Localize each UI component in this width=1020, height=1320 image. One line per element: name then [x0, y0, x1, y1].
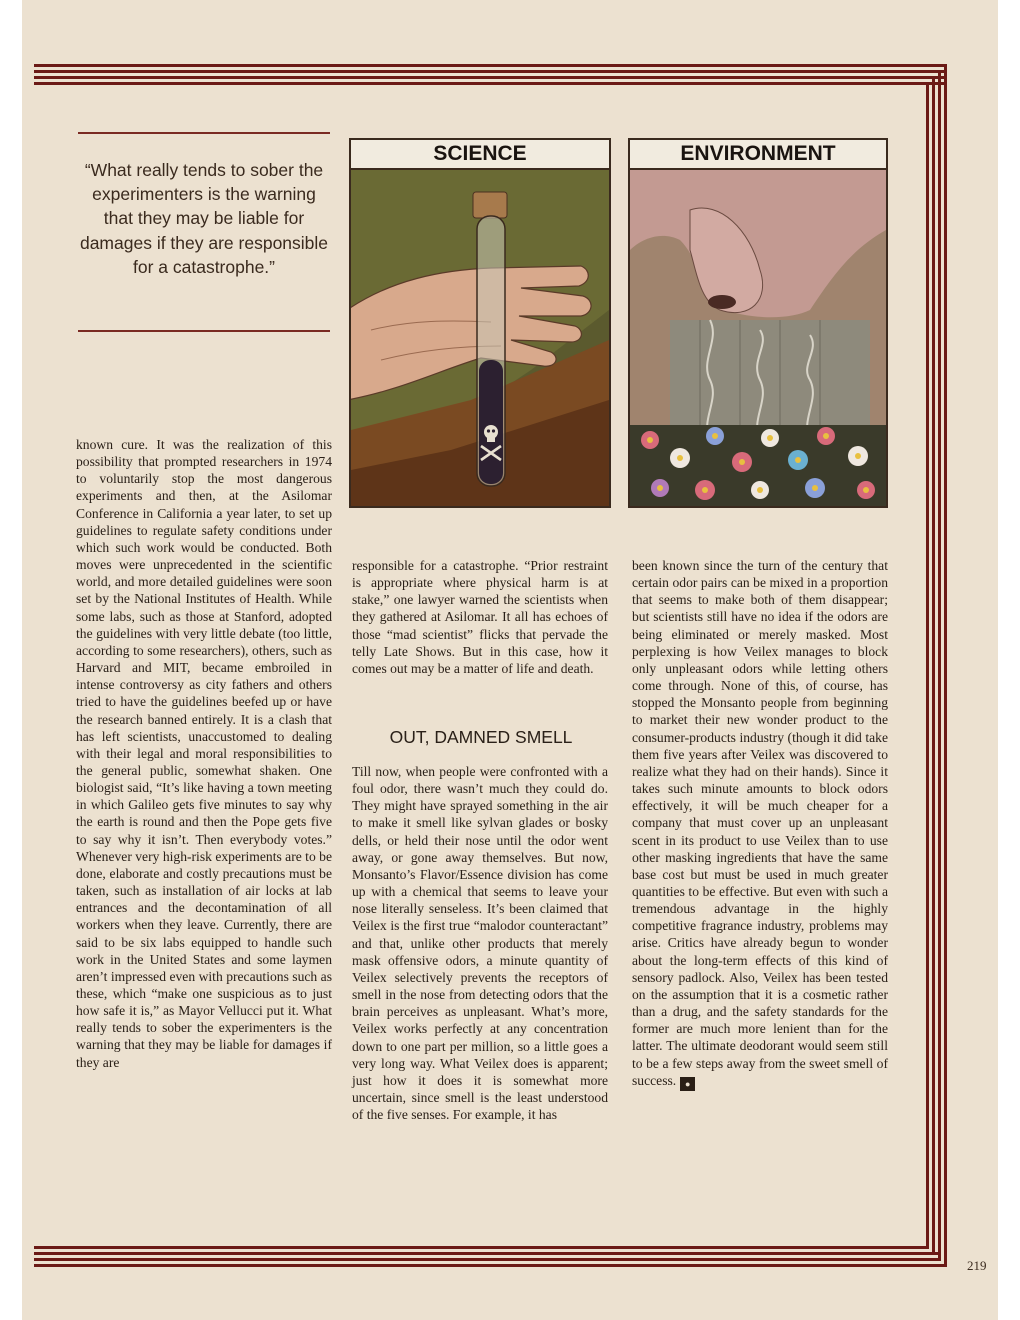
article-column-1 [76, 436, 332, 1071]
test-tube-illustration [351, 170, 609, 506]
science-label: SCIENCE [351, 140, 609, 170]
science-panel [349, 138, 611, 508]
pull-quote: “What really tends to sober the experimenters is the warning that they may be liable for damages if they are responsible for a catastrophe.” [79, 160, 329, 277]
bunny-end-mark-icon: ● [680, 1077, 695, 1091]
section-subhead: OUT, DAMNED SMELL [389, 727, 573, 747]
column-3-text: been known since the turn of the century that certain odor pairs can be mixed in a proportion that seems to make both of them disappear; but scientists still have no idea if the odors are being eliminated or merely masked. Most perplexing is how Veilex manages to block only unpleasant odors while letting others come through. None of this, of course, has stopped the Monsanto people from beginning to market their new wonder product to the consumer-products industry (though it did take them five years after Veilex was discovered to realize what they had on their hands). Since it takes such minute amounts to block odors effectively, it will be much cheaper for a company that must cover up an unpleasant scent in its product to use Veilex than to use other masking ingredients that have the same base cost but must be used in much greater quantities to be effective. But even with such a tremendous advantage in the highly competitive fragrance industry, problems may arise. Critics have already begun to wonder about the long-term effects of this kind of sensory padlock. Also, Veilex has been tested on the assumption that it is a cosmetic rather than a drug, and the safety standards for the former are much more lenient than for the latter. The ultimate deodorant would seem still to be a few steps away from the sweet smell of success. [632, 558, 888, 1088]
environment-panel [628, 138, 888, 508]
column-2-paragraph-1: responsible for a catastrophe. “Prior restraint is appropriate where physical harm is at stake,” one lawyer warned the scientists when they gathered at Asilomar. It all has echoes of those “mad scientist” flicks that pervade the telly Late Shows. But in this case, how it comes out may be a matter of life and death. [352, 558, 608, 676]
column-2-paragraph-2: Till now, when people were confronted with a foul odor, there wasn’t much they could do. They might have sprayed something in the air to make it smell like sylvan glades or bosky dells, or held their nose until the odor went away, or gone away themselves. But now, Monsanto’s Flavor/Essence division has come up with a chemical that seems to leave your nose literally senseless. It’s been claimed that Veilex is the first true “malodor counteractant” and that, unlike other products that merely mask offensive odors, a minute quantity of Veilex selectively prevents the receptors of smell in the nose from detecting odors that the brain perceives as unpleasant. What’s more, Veilex works perfectly at any concentration down to one part per million, so a little goes a very long way. What Veilex does is apparent; just how it does it is somewhat more uncertain, since smell is the least understood of the five senses. For example, it has [352, 764, 608, 1123]
page-number: 219 [967, 1258, 987, 1273]
article-column-2 [352, 557, 608, 677]
article-column-2b [352, 763, 608, 1123]
pull-quote-box [78, 132, 330, 332]
article-column-3 [632, 557, 888, 1091]
environment-label: ENVIRONMENT [630, 140, 886, 170]
nose-flowers-illustration [630, 170, 886, 506]
column-1-text: known cure. It was the realization of this possibility that prompted researchers in 1974 to voluntarily stop the most dangerous experiments and then, at the Asilomar Conference in California a year later, to set up guidelines to regulate safety conditions under which such work would be conducted. Both moves were unprecedented in the scientific world, and more detailed guidelines were soon set by the National Institutes of Health. While some labs, such as those at Stanford, adopted the guidelines with very little debate (too little, according to some researchers), others, such as Harvard and MIT, became embroiled in intense controversy as city fathers and others tried to have the guidelines beefed up or have the research banned entirely. It is a clash that has left scientists, unaccustomed to dealing with their legal and moral responsibilities to the general public, somewhat shaken. One biologist said, “It’s like having a town meeting in which Galileo gets five minutes to say why the earth is round and then the Pope gets five to say why it isn’t. Then everybody votes.” Whenever very high-risk experiments are to be done, elaborate and costly precautions must be taken, such as installation of air locks at lab entrances and the decontamination of all workers when they leave. Currently, there are said to be six labs equipped to handle such work in the United States and some laymen aren’t impressed even with precautions such as these, which “make one suspicious as to just how safe it is,” as Mayor Vellucci put it. What really tends to sober the experimenters is the warning that they may be liable for damages if they are [76, 437, 332, 1070]
